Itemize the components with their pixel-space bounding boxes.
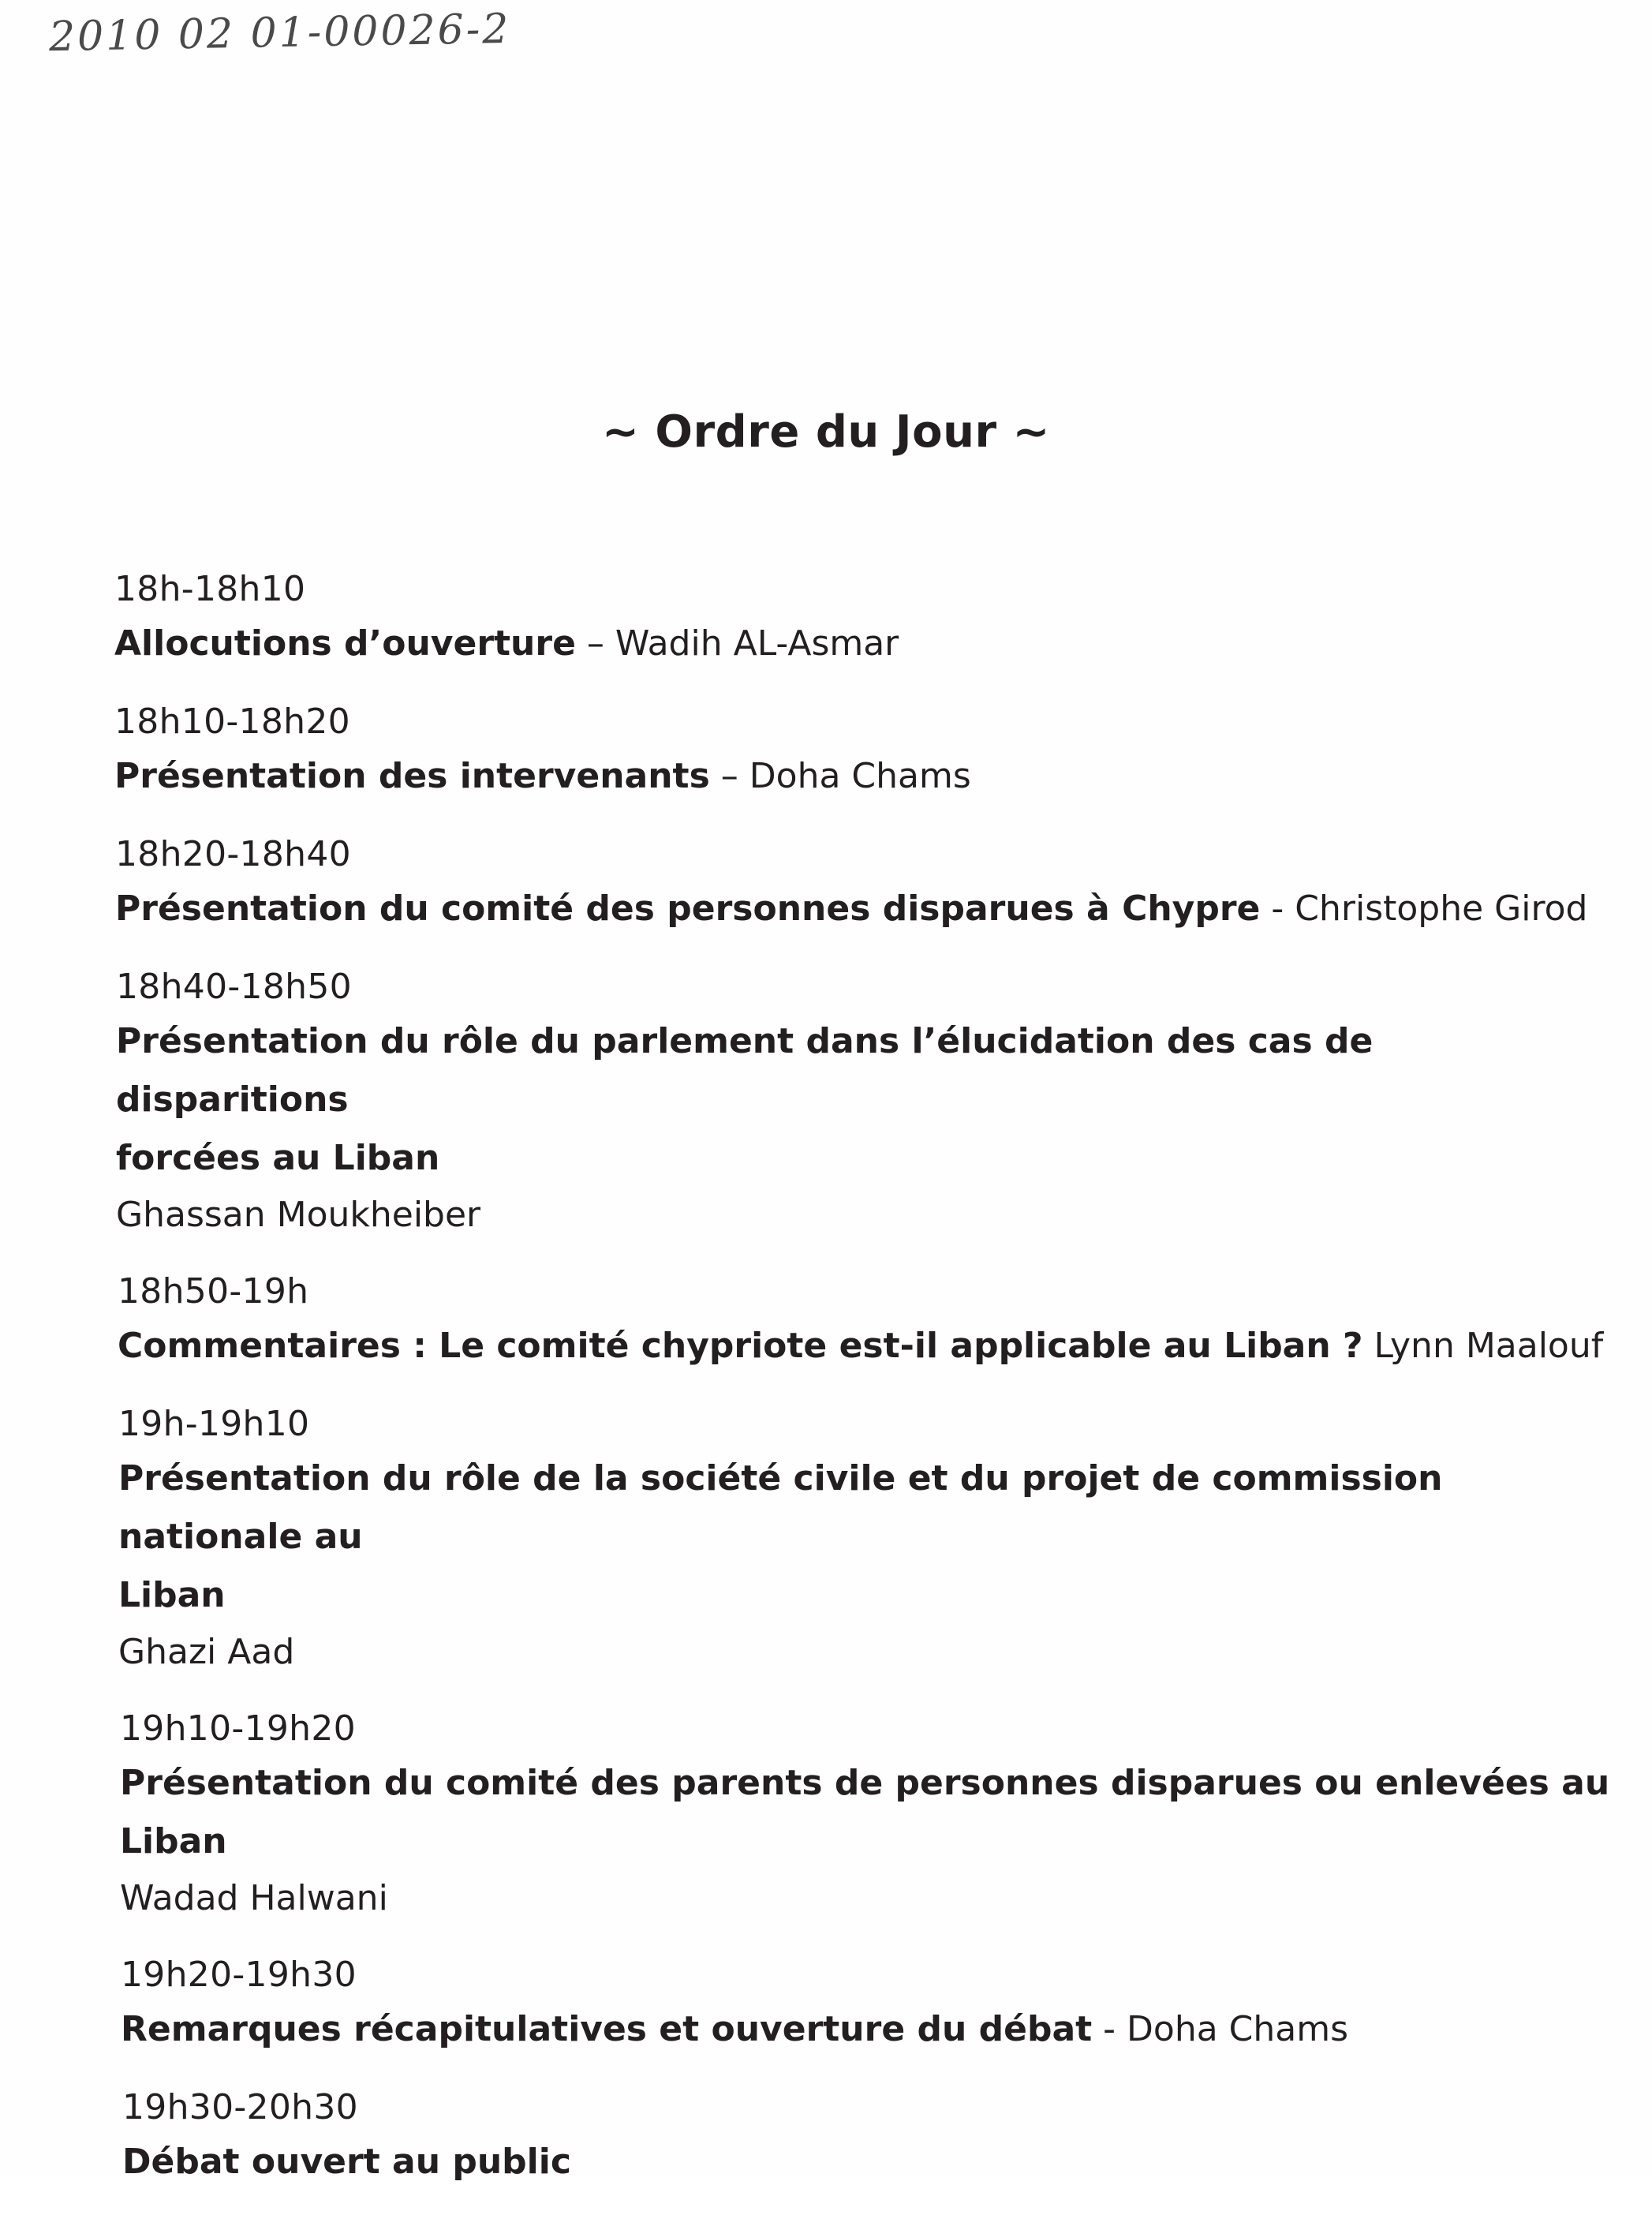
agenda-separator: – bbox=[575, 623, 615, 664]
agenda-speaker: Lynn Maalouf bbox=[1374, 1326, 1604, 1366]
agenda-speaker: Ghazi Aad bbox=[118, 1632, 295, 1672]
agenda-speaker: Ghassan Moukheiber bbox=[116, 1195, 481, 1235]
agenda-topic-line: Liban bbox=[118, 1575, 226, 1615]
agenda-topic-line: Présentation du rôle du parlement dans l’élucidation des cas de disparitions bbox=[116, 1021, 1374, 1120]
agenda-topic-line: forcées au Liban bbox=[116, 1138, 440, 1178]
agenda-item bbox=[116, 962, 1615, 1243]
agenda-speaker: Doha Chams bbox=[749, 756, 971, 796]
handwritten-reference-note: 2010 02 01-00026-2 bbox=[48, 5, 511, 62]
agenda-time: 19h20-19h30 bbox=[121, 1955, 357, 1995]
agenda-separator: – bbox=[709, 756, 749, 796]
agenda-item bbox=[115, 829, 1614, 938]
agenda-time: 19h-19h10 bbox=[118, 1404, 310, 1444]
agenda-speaker: Doha Chams bbox=[1127, 2009, 1349, 2049]
agenda-item bbox=[120, 1704, 1619, 1926]
agenda-separator bbox=[1363, 1326, 1374, 1366]
agenda-topic: Allocutions d’ouverture bbox=[114, 623, 576, 664]
agenda-topic: Remarques récapitulatives et ouverture du débat bbox=[121, 2009, 1093, 2049]
agenda-speaker: Wadad Halwani bbox=[120, 1878, 388, 1918]
agenda-time: 18h20-18h40 bbox=[115, 834, 351, 874]
agenda-topic: Présentation du comité des personnes disparues à Chypre bbox=[115, 889, 1261, 929]
agenda-speaker: Christophe Girod bbox=[1295, 889, 1588, 929]
agenda-time: 18h10-18h20 bbox=[114, 702, 350, 742]
agenda-topic-line: Présentation du rôle de la société civile et du projet de commission nationale au bbox=[118, 1458, 1443, 1557]
agenda-item bbox=[114, 697, 1613, 806]
agenda-item bbox=[122, 2082, 1621, 2191]
agenda-list bbox=[0, 564, 1652, 2215]
agenda-item bbox=[114, 564, 1613, 673]
agenda-time: 19h30-20h30 bbox=[122, 2087, 358, 2127]
agenda-topic: Présentation des intervenants bbox=[114, 756, 710, 796]
agenda-separator: - bbox=[1260, 889, 1295, 929]
agenda-item bbox=[118, 1399, 1617, 1680]
agenda-time: 19h10-19h20 bbox=[120, 1708, 356, 1749]
agenda-item bbox=[118, 1267, 1616, 1375]
agenda-item bbox=[121, 1950, 1620, 2059]
agenda-topic-line: Présentation du comité des parents de personnes disparues ou enlevées au bbox=[120, 1763, 1610, 1803]
agenda-separator: - bbox=[1092, 2009, 1127, 2049]
agenda-time: 18h50-19h bbox=[118, 1271, 309, 1311]
agenda-topic: Commentaires : Le comité chypriote est-il applicable au Liban ? bbox=[118, 1326, 1363, 1366]
agenda-time: 18h-18h10 bbox=[114, 569, 306, 609]
agenda-speaker: Wadih AL-Asmar bbox=[615, 623, 899, 664]
agenda-topic: Débat ouvert au public bbox=[122, 2142, 571, 2182]
page-title: ~ Ordre du Jour ~ bbox=[602, 406, 1050, 458]
agenda-time: 18h40-18h50 bbox=[116, 967, 352, 1007]
agenda-topic-line: Liban bbox=[120, 1821, 227, 1861]
